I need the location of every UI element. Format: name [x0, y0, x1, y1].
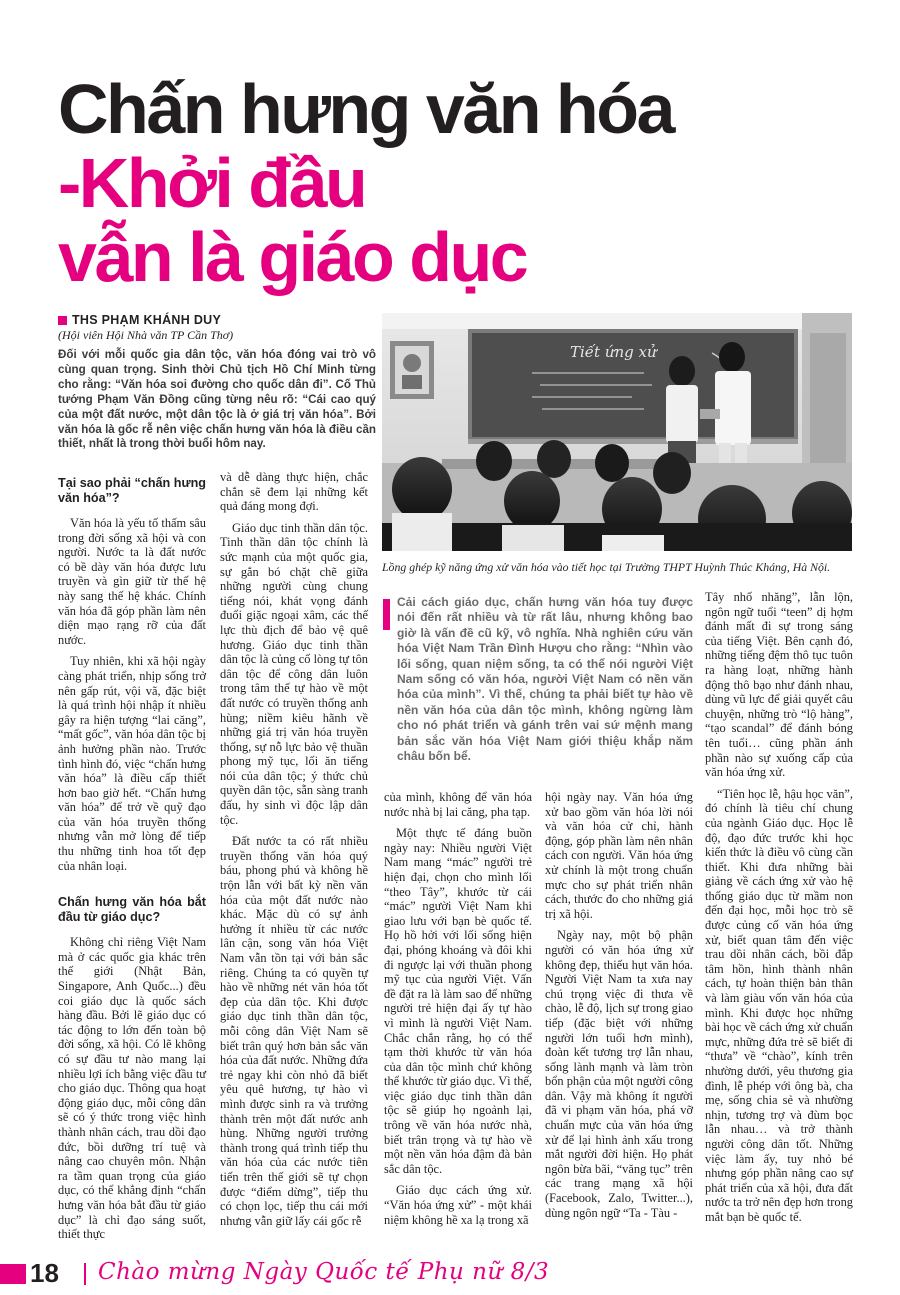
paragraph: Giáo dục tinh thần dân tộc. Tinh thần dân tộc chính là sức mạnh của một quốc gia, sự gắn bó chặt chẽ giữa những người cùng chung tiếng nói, khát vọng đánh đuổi giặc ngoại xâm, các thế lực thù địch để bảo vệ quê hương. Giáo dục tinh thần dân tộc là củng cố lòng tự tôn dân tộc để công dân luôn trong tâm thế tự hào về một đất nước có truyền thống anh hùng; niềm kiêu hãnh về những giá trị văn hóa truyền thống, sự nỗ lực bảo vệ thuần phong mỹ tục, lối ăn tiếng nói của dân tộc; ý thức chủ quyền dân tộc, sẵn sàng tranh đấu, hy sinh vì độc lập dân tộc.	[220, 520, 368, 827]
pullquote	[383, 595, 693, 764]
paragraph: và dễ dàng thực hiện, chắc chắn sẽ đem lại những kết quả đáng mong đợi.	[220, 470, 368, 514]
footer-tagline: Chào mừng Ngày Quốc tế Phụ nữ 8/3	[98, 1259, 550, 1285]
column-1	[58, 470, 206, 1249]
page-number: 18	[30, 1258, 59, 1288]
paragraph: Đất nước ta có rất nhiều truyền thống văn hóa quý báu, phong phú và không hề trộn lẫn với bất kỳ nền văn hóa của một đất nước nào khác. Mặc dù có sự ảnh hưởng ít nhiều từ các nước lân cận, song văn hóa Việt Nam vẫn tồn tại với bản sắc riêng. Chúng ta có quyền tự hào về những nét văn hóa tốt đẹp của dân tộc. Khi được giáo dục tinh thần dân tộc, mỗi công dân Việt Nam sẽ biết trân quý hơn bản sắc văn hóa của đất nước. Những đứa trẻ ngay khi còn nhỏ đã biết yêu quê hương, tự hào vì mình được sinh ra và trưởng thành trên một đất nước anh hùng. Những người trưởng thành trong quá trình tiếp thu văn hóa của các nước tiên tiến trên thế giới sẽ tự chọn được “điểm dừng”, tiếp thu có chọn lọc, tiếp thu cái mới nhưng vẫn giữ lấy cái gốc rễ	[220, 834, 368, 1228]
paragraph: Tây nhố nhăng”, lẫn lộn, ngôn ngữ tuổi “teen” dị hợm đánh mất đi sự trong sáng của tiếng Việt. Bên cạnh đó, những tiếng đệm thô tục tuôn ra hàng loạt, những hành động thô bạo như đánh nhau, dùng vũ lực để giải quyết câu chuyện, những trò “lộ hàng”, “tạo scandal” để đánh bóng tên tuổi… cũng phần ánh phần nào sự xuống cấp của văn hóa ứng xử.	[705, 590, 853, 780]
blackboard-title: Tiết ứng xử	[570, 343, 657, 361]
photo-caption: Lồng ghép kỹ năng ứng xử văn hóa vào tiết học tại Trường THPT Huỳnh Thúc Kháng, Hà Nội.	[382, 560, 831, 574]
page-footer	[0, 1250, 900, 1294]
byline-square-icon	[58, 316, 67, 325]
section-heading-education: Chấn hưng văn hóa bắt đầu từ giáo dục?	[58, 895, 206, 925]
headline-line-2: -Khởi đầu	[58, 144, 366, 222]
pullquote-accent-bar	[383, 599, 390, 630]
paragraph: Một thực tế đáng buồn ngày nay: Nhiều người Việt Nam mang “mác” người trẻ hiện đại, chọn cho mình lối “theo Tây”, khước từ cái “mác” người Việt Nam khi giao lưu với bạn bè quốc tế. Họ hồ hởi với lối sống hiện đại, phóng khoáng và đôi khi đi ngược lại với thuần phong mỹ tục của người Việt. Vấn đề đặt ra là làm sao để những người trẻ hiện đại ấy tự hào vì mình là người Việt Nam. Chắc chắn rằng, họ có thể tạm thời khước từ văn hóa của dân tộc mình chứ không thể khước từ giáo dục. Vì thế, việc giáo dục tinh thần dân tộc sẽ giúp họ ngoảnh lại, trông về văn hóa nước nhà, biết trân trọng và tự hào về một nền văn hóa đậm đà bản sắc dân tộc.	[384, 826, 532, 1176]
paragraph: của mình, không để văn hóa nước nhà bị lai căng, pha tạp.	[384, 790, 532, 819]
section-heading-why: Tại sao phải “chấn hưng văn hóa”?	[58, 476, 206, 505]
paragraph: Văn hóa là yếu tố thấm sâu trong đời sống xã hội và con người. Nước ta là đất nước có bề dày văn hóa được lưu truyền và gìn giữ từ thế hệ này sang thế hệ khác. Chính văn hóa đã góp phần làm nên diện mạo rạng rỡ của đất nước.	[58, 516, 206, 647]
paragraph: “Tiên học lễ, hậu học văn”, đó chính là tiêu chí chung của ngành Giáo dục. Học lễ độ, đạo đức trước khi học kiến thức là điều vô cùng cần thiết. Khi đưa những bài giảng về cách ứng xử vào hệ thống giáo dục từ mầm non đến đại học, mỗi học trò sẽ được củng cố văn hóa ứng xử, biết quan tâm đến việc trau dồi nhân cách, bồi đắp tâm hồn, hình thành nhân cách, tự hoàn thiện bản thân và làm giàu vốn văn hóa của mình. Khi được học những bài học về cách ứng xử chuẩn mực, những đứa trẻ sẽ biết đi “thưa” về “chào”, kính trên nhường dưới, yêu thương gia đình, lễ phép với ông bà, cha mẹ, sống chia sẻ và nhường nhịn, tương trợ và đùm bọc lẫn nhau… và trở thành người công dân tốt. Những việc làm ấy, tuy nhỏ bé nhưng góp phần nâng cao sự phát triển của xã hội, đưa đất nước ta trở nên đẹp hơn trong mắt bạn bè quốc tế.	[705, 786, 853, 1224]
author-name: THS PHẠM KHÁNH DUY	[72, 313, 222, 327]
author-name-row	[58, 313, 376, 327]
headline-line-1: Chấn hưng văn hóa	[58, 70, 673, 148]
pullquote-text: Cải cách giáo dục, chấn hưng văn hóa tuy được nói đến rất nhiều và từ rất lâu, nhưng không bao giờ là vấn đề cũ kỹ, vô nghĩa. Nhà nghiên cứu văn hóa Việt Nam Trần Đình Hượu cho rằng: “Nhìn vào lối sống, quan niệm sống, ta có thể nói người Việt Nam sống có văn hóa, người Việt Nam có nền văn hóa của mình”. Vì thế, chúng ta phải biết tự hào về nền văn hóa của dân tộc mình, không ngừng làm cho nó phát triển và gánh trên vai sứ mệnh mang bản sắc văn hóa Việt Nam giới thiệu khắp năm châu bốn bể.	[397, 595, 693, 764]
column-5	[705, 590, 853, 1232]
headline	[58, 72, 878, 294]
footer-divider	[84, 1263, 86, 1285]
column-2	[220, 470, 368, 1235]
classroom-photo	[382, 313, 852, 551]
paragraph: Không chỉ riêng Việt Nam mà ở các quốc gia khác trên thế giới (Nhật Bản, Singapore, Anh Quốc...) đều coi giáo dục là quốc sách hàng đầu. Bởi lẽ giáo dục có tác động to lớn đến toàn bộ đời sống, xã hội. Có lẽ không có sự đầu tư nào mang lại nhiều lợi ích bằng việc đầu tư cho giáo dục. Thông qua hoạt động giáo dục, mỗi công dân sẽ có ý thức trong việc hình thành nhân cách, trau dồi đạo đức, bồi dưỡng trí tuệ và nâng cao chuyên môn. Nhận ra tầm quan trọng của giáo dục, có thể khẳng định “chấn hưng văn hóa bắt đầu từ giáo dục” là chỉ đạo sáng suốt, thiết thực	[58, 935, 206, 1242]
paragraph: Giáo dục cách ứng xử. “Văn hóa ứng xử” - một khái niệm không hề xa lạ trong xã	[384, 1183, 532, 1227]
column-4	[545, 790, 693, 1227]
headline-line-3: vẫn là giáo dục	[58, 218, 527, 296]
paragraph: hội ngày nay. Văn hóa ứng xử bao gồm văn hóa lời nói và văn hóa cử chỉ, hành động, góp phần làm nên nhân cách con người. Văn hóa ứng xử chính là một trong chuẩn mực cho sự phát triển nhân cách, thước đo cho những giá trị xã hội.	[545, 790, 693, 921]
author-role: (Hội viên Hội Nhà văn TP Cần Thơ)	[58, 328, 234, 342]
footer-accent-block	[0, 1264, 26, 1284]
lead-paragraph: Đối với mỗi quốc gia dân tộc, văn hóa đóng vai trò vô cùng quan trọng. Sinh thời Chủ tịch Hồ Chí Minh từng cho rằng: “Văn hóa soi đường cho quốc dân đi”. Cố Thủ tướng Phạm Văn Đồng cũng từng nêu rõ: “Cái cao quý của một đất nước, một dân tộc là ở giá trị văn hóa”. Bởi văn hóa là gốc rễ nên việc chấn hưng văn hóa là điều cần thiết, nhất là trong thời buổi hôm nay.	[58, 348, 376, 451]
byline	[58, 313, 376, 343]
paragraph: Ngày nay, một bộ phận người có văn hóa ứng xử không đẹp, thiếu hụt văn hóa. Người Việt Nam ta xưa nay chú trọng việc đi thưa về chào, lễ độ, lịch sự trong giao tiếp (đặc biệt với những người lớn tuổi hơn mình), đoàn kết tương trợ lẫn nhau, sống lành mạnh và làm tròn bổn phận của một người công dân. Vậy mà không ít người đã vi phạm văn hóa, phá vỡ chuẩn mực của văn hóa ứng xử để lại hình ảnh xấu trong mắt người đời hiện. Họ phát ngôn bừa bãi, “văng tục” trên các trang mạng xã hội (Facebook, Zalo, Twitter...), dùng ngôn ngữ “Ta - Tàu -	[545, 928, 693, 1220]
paragraph: Tuy nhiên, khi xã hội ngày càng phát triển, nhịp sống trở nên gấp rút, vội vã, đặc biệt là quá trình hội nhập ít nhiều gây ra hiện tượng “lai căng”, “mất gốc”, văn hóa dân tộc bị ảnh hưởng phần nào. Trước tình hình đó, việc “chấn hưng văn hóa” là điều cấp thiết hơn bao giờ hết. “Chấn hưng văn hóa” để trở về quỹ đạo của văn hóa truyền thống nhưng vẫn mở lòng để tiếp thu những tinh hoa tốt đẹp của nhân loại.	[58, 654, 206, 873]
classroom-photo-illustration	[382, 313, 852, 551]
column-3	[384, 790, 532, 1234]
